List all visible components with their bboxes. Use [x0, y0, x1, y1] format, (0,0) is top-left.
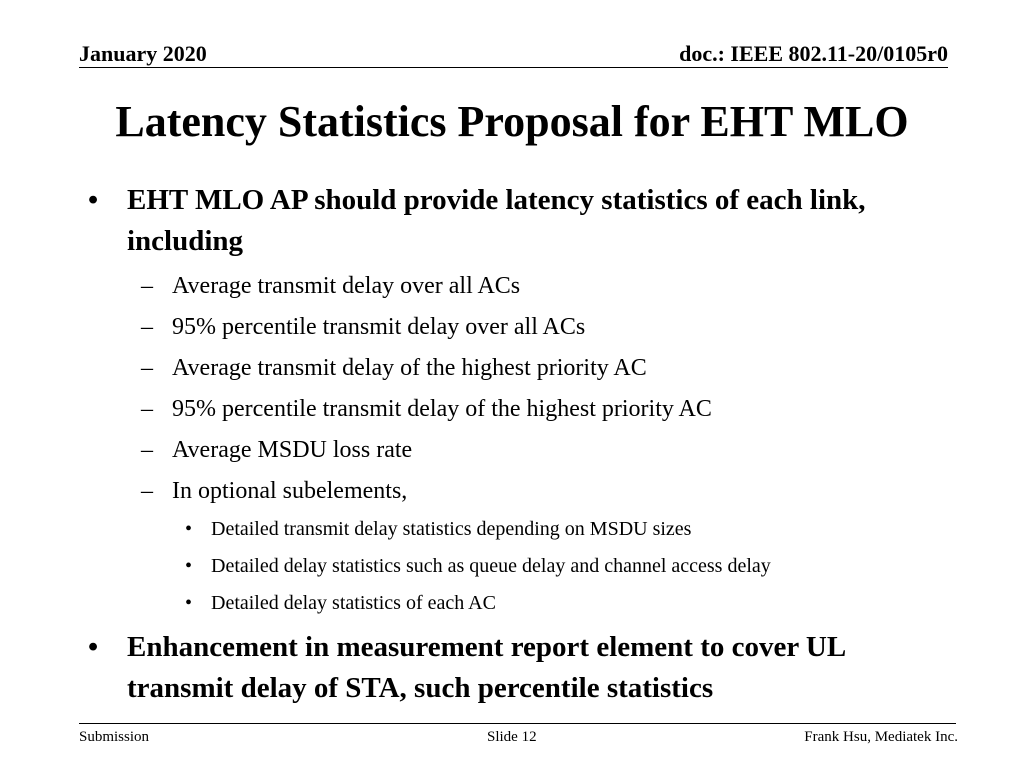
footer-slide-number: Slide 12 — [487, 729, 537, 745]
slide-title: Latency Statistics Proposal for EHT MLO — [115, 97, 909, 146]
footer-divider — [79, 723, 956, 724]
small-bullet-marker: • — [185, 592, 193, 614]
dash-marker: – — [141, 396, 153, 422]
bullet-marker: • — [88, 184, 99, 216]
sub-item-1: Average transmit delay over all ACs — [172, 273, 521, 299]
dash-marker: – — [141, 478, 153, 504]
sub-item-5: Average MSDU loss rate — [172, 437, 413, 463]
bullet-2-text: Enhancement in measurement report element to cover UL transmit delay of STA, such percentile statistics — [127, 631, 845, 704]
small-bullet-marker: • — [185, 555, 193, 577]
dash-marker: – — [141, 273, 153, 299]
sub-sub-item-3: Detailed delay statistics of each AC — [211, 592, 496, 614]
header-doc-id: doc.: IEEE 802.11-20/0105r0 — [679, 41, 948, 66]
footer-submission: Submission — [79, 729, 150, 745]
footer-author: Frank Hsu, Mediatek Inc. — [804, 729, 958, 745]
dash-marker: – — [141, 355, 153, 381]
sub-item-4: 95% percentile transmit delay of the highest priority AC — [172, 396, 712, 422]
dash-marker: – — [141, 314, 153, 340]
small-bullet-marker: • — [185, 518, 193, 540]
bullet-marker: • — [88, 631, 99, 663]
sub-item-6: In optional subelements, — [172, 478, 408, 504]
sub-sub-item-2: Detailed delay statistics such as queue delay and channel access delay — [211, 555, 771, 577]
sub-sub-item-1: Detailed transmit delay statistics depending on MSDU sizes — [211, 518, 692, 540]
dash-marker: – — [141, 437, 153, 463]
bullet-1-text: EHT MLO AP should provide latency statistics of each link, including — [127, 184, 866, 257]
sub-item-2: 95% percentile transmit delay over all ACs — [172, 314, 586, 340]
header-date: January 2020 — [79, 41, 207, 66]
sub-item-3: Average transmit delay of the highest priority AC — [172, 355, 647, 381]
